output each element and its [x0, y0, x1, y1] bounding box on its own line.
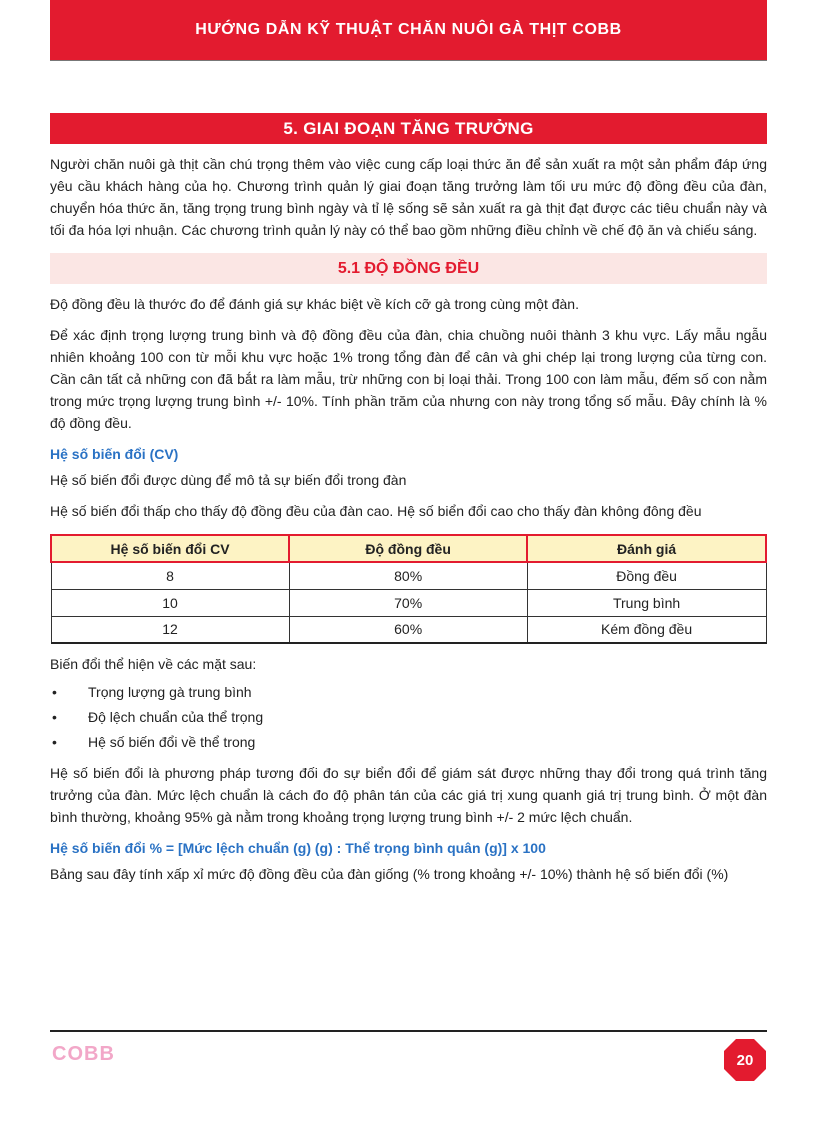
table-cell: Trung bình: [527, 589, 766, 616]
page-number-badge: [723, 1038, 767, 1082]
list-item: [50, 681, 767, 703]
section-title-banner: [50, 113, 767, 144]
table-introduction: Bảng sau đây tính xấp xỉ mức độ đồng đều của đàn giống (% trong khoảng +/- 10%) thành hệ số biến đổi (%): [50, 866, 729, 882]
list-item-text: Hệ số biến đổi về thể trong: [88, 734, 256, 750]
table-row: [51, 589, 766, 616]
cv-table: [50, 534, 767, 644]
table-cell: Đồng đều: [527, 562, 766, 589]
bullet-icon: •: [52, 684, 57, 700]
table-row: [51, 616, 766, 643]
table-header-rating: Đánh giá: [527, 535, 766, 562]
table-row: [51, 562, 766, 589]
main-content: [50, 113, 767, 885]
table-cell: 10: [51, 589, 289, 616]
table-header-cv: Hệ số biến đổi CV: [51, 535, 289, 562]
list-item-text: Trọng lượng gà trung bình: [88, 684, 252, 700]
table-cell: 60%: [289, 616, 527, 643]
cv-interpretation: Hệ số biến đổi thấp cho thấy độ đồng đều của đàn cao. Hệ số biển đổi cao cho thấy đàn không đông đều: [50, 503, 702, 519]
page-header: [50, 0, 767, 60]
header-title: HƯỚNG DẪN KỸ THUẬT CHĂN NUÔI GÀ THỊT COBB: [195, 21, 622, 38]
section-intro: Người chăn nuôi gà thịt cần chú trọng thêm vào việc cung cấp loại thức ăn để sản xuất ra một sản phẩm đáp ứng yêu cầu khách hàng của họ. Chương trình quản lý giai đoạn tăng trưởng làm tối ưu mức độ đồng đều của đàn, chuyển hóa thức ăn, tăng trọng trung bình ngày và tỉ lệ sống sẽ sản xuất ra gà thịt đạt được các tiêu chuẩn này và tối đa hóa lợi nhuận. Các chương trình quản lý này có thể bao gồm những điều chỉnh về chế độ ăn và chiếu sáng.: [50, 156, 767, 238]
table-cell: 70%: [289, 589, 527, 616]
bullet-icon: •: [52, 734, 57, 750]
variation-lead: Biến đổi thể hiện về các mặt sau:: [50, 656, 257, 672]
cv-description: Hệ số biến đổi được dùng để mô tả sự biến đổi trong đàn: [50, 472, 407, 488]
section-title: 5. GIAI ĐOẠN TĂNG TRƯỞNG: [283, 118, 534, 138]
list-item-text: Độ lệch chuẩn của thể trọng: [88, 709, 264, 725]
cobb-logo: COBB: [52, 1043, 115, 1065]
cv-heading: Hệ số biến đổi (CV): [50, 446, 179, 462]
list-item: [50, 706, 767, 728]
uniformity-definition: Độ đồng đều là thước đo để đánh giá sự khác biệt về kích cỡ gà trong cùng một đàn.: [50, 296, 579, 312]
table-cell: Kém đồng đều: [527, 616, 766, 643]
table-cell: 8: [51, 562, 289, 589]
cv-formula: Hệ số biến đổi % = [Mức lệch chuẩn (g) (g) : Thể trọng bình quân (g)] x 100: [50, 840, 546, 856]
list-item: [50, 731, 767, 753]
bullet-icon: •: [52, 709, 57, 725]
subsection-title-banner: [50, 253, 767, 284]
table-cell: 12: [51, 616, 289, 643]
subsection-title: 5.1 ĐỘ ĐỒNG ĐỀU: [337, 259, 480, 277]
table-header-uniformity: Độ đồng đều: [289, 535, 527, 562]
footer-divider: [50, 1030, 767, 1032]
header-divider: [50, 60, 767, 61]
table-header-row: [51, 535, 766, 562]
uniformity-method: Để xác định trọng lượng trung bình và độ đồng đều của đàn, chia chuồng nuôi thành 3 khu vực. Lấy mẫu ngẫu nhiên khoảng 100 con từ mỗi khu vực hoặc 1% trong tổng đàn để cân và ghi chép lại trong lượng của từng con. Cần cân tất cả những con đã bắt ra làm mẫu, trừ những con bị loại thải. Trong 100 con làm mẫu, đếm số con nằm trong mức trọng lượng trung bình +/- 10%. Tính phần trăm của nhưng con này trong tổng số mẫu. Đây chính là % độ đồng đều.: [50, 327, 767, 431]
table-cell: 80%: [289, 562, 527, 589]
cv-method-explanation: Hệ số biến đổi là phương pháp tương đối đo sự biển đổi để giám sát được những thay đổi trong quá trình tăng trưởng của đàn. Mức lệch chuẩn là cách đo độ phân tán của các giá trị xung quanh giá trị trung bình. Ở một đàn bình thường, khoảng 95% gà nằm trong khoảng trọng lượng trung bình +/- 2 mức lệch chuẩn.: [50, 765, 767, 825]
variation-list: [50, 681, 767, 753]
page-number: 20: [736, 1051, 754, 1069]
